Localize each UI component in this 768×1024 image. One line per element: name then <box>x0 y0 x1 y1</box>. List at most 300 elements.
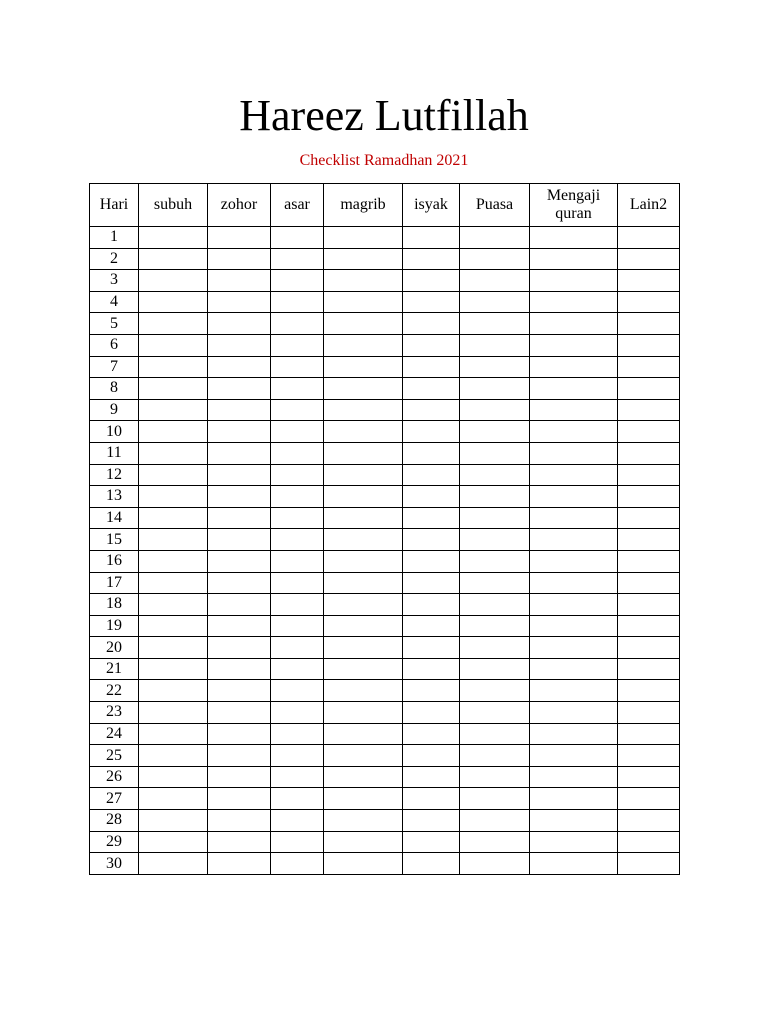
checkbox-cell-puasa[interactable] <box>460 615 530 637</box>
checkbox-cell-isyak[interactable] <box>403 313 460 335</box>
checkbox-cell-lain2[interactable] <box>618 399 680 421</box>
checkbox-cell-lain2[interactable] <box>618 637 680 659</box>
column-header-asar: asar <box>271 184 324 227</box>
checkbox-cell-mengaji[interactable] <box>530 442 618 464</box>
checkbox-cell-puasa[interactable] <box>460 766 530 788</box>
checkbox-cell-isyak[interactable] <box>403 399 460 421</box>
checkbox-cell-magrib[interactable] <box>324 248 403 270</box>
checkbox-cell-mengaji[interactable] <box>530 313 618 335</box>
checkbox-cell-asar[interactable] <box>271 334 324 356</box>
checkbox-cell-subuh[interactable] <box>139 248 208 270</box>
checkbox-cell-zohor[interactable] <box>208 723 271 745</box>
day-number: 30 <box>90 853 139 875</box>
checkbox-cell-mengaji[interactable] <box>530 810 618 832</box>
checkbox-cell-mengaji[interactable] <box>530 572 618 594</box>
checkbox-cell-magrib[interactable] <box>324 680 403 702</box>
checkbox-cell-magrib[interactable] <box>324 637 403 659</box>
checkbox-cell-zohor[interactable] <box>208 378 271 400</box>
table-row <box>90 853 680 875</box>
checkbox-cell-zohor[interactable] <box>208 831 271 853</box>
checkbox-cell-subuh[interactable] <box>139 788 208 810</box>
day-number: 29 <box>90 831 139 853</box>
checkbox-cell-lain2[interactable] <box>618 291 680 313</box>
day-number: 24 <box>90 723 139 745</box>
day-number: 11 <box>90 442 139 464</box>
checkbox-cell-puasa[interactable] <box>460 442 530 464</box>
column-header-puasa: Puasa <box>460 184 530 227</box>
checkbox-cell-lain2[interactable] <box>618 442 680 464</box>
table-row <box>90 810 680 832</box>
checkbox-cell-magrib[interactable] <box>324 421 403 443</box>
checkbox-cell-zohor[interactable] <box>208 227 271 249</box>
checkbox-cell-isyak[interactable] <box>403 637 460 659</box>
checkbox-cell-subuh[interactable] <box>139 550 208 572</box>
checkbox-cell-mengaji[interactable] <box>530 723 618 745</box>
checkbox-cell-lain2[interactable] <box>618 486 680 508</box>
table-body <box>90 227 680 875</box>
checkbox-cell-magrib[interactable] <box>324 378 403 400</box>
table-row <box>90 399 680 421</box>
table-row <box>90 680 680 702</box>
checkbox-cell-puasa[interactable] <box>460 464 530 486</box>
checkbox-cell-zohor[interactable] <box>208 356 271 378</box>
day-number: 9 <box>90 399 139 421</box>
checkbox-cell-zohor[interactable] <box>208 399 271 421</box>
table-row <box>90 334 680 356</box>
checkbox-cell-isyak[interactable] <box>403 810 460 832</box>
checkbox-cell-puasa[interactable] <box>460 378 530 400</box>
table-row <box>90 227 680 249</box>
checkbox-cell-asar[interactable] <box>271 464 324 486</box>
checkbox-cell-puasa[interactable] <box>460 572 530 594</box>
checkbox-cell-subuh[interactable] <box>139 291 208 313</box>
checkbox-cell-mengaji[interactable] <box>530 227 618 249</box>
day-number: 25 <box>90 745 139 767</box>
checkbox-cell-magrib[interactable] <box>324 788 403 810</box>
checkbox-cell-subuh[interactable] <box>139 766 208 788</box>
checkbox-cell-subuh[interactable] <box>139 853 208 875</box>
checkbox-cell-isyak[interactable] <box>403 378 460 400</box>
checkbox-cell-subuh[interactable] <box>139 680 208 702</box>
checkbox-cell-puasa[interactable] <box>460 227 530 249</box>
column-header-lain2: Lain2 <box>618 184 680 227</box>
checkbox-cell-mengaji[interactable] <box>530 702 618 724</box>
checkbox-cell-asar[interactable] <box>271 507 324 529</box>
day-number: 17 <box>90 572 139 594</box>
checkbox-cell-zohor[interactable] <box>208 594 271 616</box>
table-row <box>90 356 680 378</box>
table-row <box>90 572 680 594</box>
day-number: 13 <box>90 486 139 508</box>
checkbox-cell-asar[interactable] <box>271 529 324 551</box>
checkbox-cell-zohor[interactable] <box>208 745 271 767</box>
checkbox-cell-lain2[interactable] <box>618 378 680 400</box>
checkbox-cell-lain2[interactable] <box>618 745 680 767</box>
day-number: 6 <box>90 334 139 356</box>
checkbox-cell-zohor[interactable] <box>208 702 271 724</box>
checkbox-cell-mengaji[interactable] <box>530 658 618 680</box>
checkbox-cell-puasa[interactable] <box>460 313 530 335</box>
checkbox-cell-puasa[interactable] <box>460 831 530 853</box>
checkbox-cell-zohor[interactable] <box>208 464 271 486</box>
checklist-table <box>89 183 680 875</box>
checkbox-cell-magrib[interactable] <box>324 810 403 832</box>
checkbox-cell-zohor[interactable] <box>208 658 271 680</box>
day-number: 27 <box>90 788 139 810</box>
checkbox-cell-lain2[interactable] <box>618 853 680 875</box>
checkbox-cell-zohor[interactable] <box>208 810 271 832</box>
checkbox-cell-magrib[interactable] <box>324 270 403 292</box>
checkbox-cell-lain2[interactable] <box>618 550 680 572</box>
checkbox-cell-zohor[interactable] <box>208 766 271 788</box>
checkbox-cell-subuh[interactable] <box>139 831 208 853</box>
checkbox-cell-asar[interactable] <box>271 658 324 680</box>
checkbox-cell-isyak[interactable] <box>403 831 460 853</box>
checkbox-cell-magrib[interactable] <box>324 464 403 486</box>
checkbox-cell-puasa[interactable] <box>460 788 530 810</box>
checkbox-cell-isyak[interactable] <box>403 270 460 292</box>
day-number: 20 <box>90 637 139 659</box>
checkbox-cell-isyak[interactable] <box>403 853 460 875</box>
checkbox-cell-zohor[interactable] <box>208 507 271 529</box>
checkbox-cell-lain2[interactable] <box>618 421 680 443</box>
checkbox-cell-zohor[interactable] <box>208 529 271 551</box>
checkbox-cell-isyak[interactable] <box>403 788 460 810</box>
day-number: 2 <box>90 248 139 270</box>
checkbox-cell-magrib[interactable] <box>324 313 403 335</box>
checkbox-cell-puasa[interactable] <box>460 680 530 702</box>
table-row <box>90 507 680 529</box>
checkbox-cell-isyak[interactable] <box>403 486 460 508</box>
checkbox-cell-isyak[interactable] <box>403 702 460 724</box>
checkbox-cell-subuh[interactable] <box>139 637 208 659</box>
checkbox-cell-lain2[interactable] <box>618 594 680 616</box>
checkbox-cell-subuh[interactable] <box>139 594 208 616</box>
day-number: 15 <box>90 529 139 551</box>
day-number: 19 <box>90 615 139 637</box>
checkbox-cell-mengaji[interactable] <box>530 745 618 767</box>
checkbox-cell-lain2[interactable] <box>618 723 680 745</box>
checkbox-cell-asar[interactable] <box>271 702 324 724</box>
checkbox-cell-lain2[interactable] <box>618 658 680 680</box>
checkbox-cell-mengaji[interactable] <box>530 788 618 810</box>
checkbox-cell-subuh[interactable] <box>139 745 208 767</box>
checkbox-cell-mengaji[interactable] <box>530 421 618 443</box>
table-row <box>90 637 680 659</box>
checkbox-cell-lain2[interactable] <box>618 507 680 529</box>
checkbox-cell-subuh[interactable] <box>139 334 208 356</box>
checkbox-cell-subuh[interactable] <box>139 723 208 745</box>
checkbox-cell-mengaji[interactable] <box>530 486 618 508</box>
column-header-isyak: isyak <box>403 184 460 227</box>
table-row <box>90 615 680 637</box>
table-row <box>90 421 680 443</box>
checkbox-cell-subuh[interactable] <box>139 313 208 335</box>
checkbox-cell-lain2[interactable] <box>618 680 680 702</box>
checkbox-cell-zohor[interactable] <box>208 550 271 572</box>
table-row <box>90 270 680 292</box>
checkbox-cell-subuh[interactable] <box>139 378 208 400</box>
checkbox-cell-asar[interactable] <box>271 637 324 659</box>
table-row <box>90 788 680 810</box>
checkbox-cell-asar[interactable] <box>271 270 324 292</box>
checkbox-cell-puasa[interactable] <box>460 270 530 292</box>
checkbox-cell-lain2[interactable] <box>618 334 680 356</box>
checkbox-cell-puasa[interactable] <box>460 853 530 875</box>
checkbox-cell-asar[interactable] <box>271 615 324 637</box>
table-row <box>90 313 680 335</box>
checkbox-cell-magrib[interactable] <box>324 658 403 680</box>
checkbox-cell-magrib[interactable] <box>324 529 403 551</box>
checkbox-cell-magrib[interactable] <box>324 550 403 572</box>
day-number: 14 <box>90 507 139 529</box>
day-number: 4 <box>90 291 139 313</box>
table-row <box>90 291 680 313</box>
table-row <box>90 248 680 270</box>
checkbox-cell-isyak[interactable] <box>403 529 460 551</box>
column-header-hari: Hari <box>90 184 139 227</box>
checkbox-cell-asar[interactable] <box>271 313 324 335</box>
checkbox-cell-mengaji[interactable] <box>530 356 618 378</box>
checkbox-cell-zohor[interactable] <box>208 270 271 292</box>
checkbox-cell-puasa[interactable] <box>460 702 530 724</box>
checkbox-cell-mengaji[interactable] <box>530 637 618 659</box>
checkbox-cell-puasa[interactable] <box>460 399 530 421</box>
table-row <box>90 464 680 486</box>
checkbox-cell-isyak[interactable] <box>403 227 460 249</box>
checkbox-cell-subuh[interactable] <box>139 227 208 249</box>
checkbox-cell-asar[interactable] <box>271 227 324 249</box>
checkbox-cell-puasa[interactable] <box>460 723 530 745</box>
checkbox-cell-mengaji[interactable] <box>530 680 618 702</box>
checkbox-cell-zohor[interactable] <box>208 334 271 356</box>
checkbox-cell-zohor[interactable] <box>208 486 271 508</box>
table-row <box>90 550 680 572</box>
checkbox-cell-zohor[interactable] <box>208 313 271 335</box>
checkbox-cell-mengaji[interactable] <box>530 334 618 356</box>
checkbox-cell-asar[interactable] <box>271 572 324 594</box>
checkbox-cell-magrib[interactable] <box>324 572 403 594</box>
checkbox-cell-zohor[interactable] <box>208 680 271 702</box>
checkbox-cell-subuh[interactable] <box>139 658 208 680</box>
checkbox-cell-magrib[interactable] <box>324 594 403 616</box>
checkbox-cell-puasa[interactable] <box>460 291 530 313</box>
checkbox-cell-subuh[interactable] <box>139 442 208 464</box>
checkbox-cell-lain2[interactable] <box>618 831 680 853</box>
checkbox-cell-asar[interactable] <box>271 378 324 400</box>
checkbox-cell-subuh[interactable] <box>139 702 208 724</box>
checkbox-cell-zohor[interactable] <box>208 853 271 875</box>
checkbox-cell-magrib[interactable] <box>324 702 403 724</box>
day-number: 8 <box>90 378 139 400</box>
checkbox-cell-zohor[interactable] <box>208 615 271 637</box>
table-row <box>90 702 680 724</box>
checkbox-cell-isyak[interactable] <box>403 507 460 529</box>
checkbox-cell-subuh[interactable] <box>139 356 208 378</box>
checkbox-cell-isyak[interactable] <box>403 615 460 637</box>
checkbox-cell-magrib[interactable] <box>324 291 403 313</box>
checkbox-cell-lain2[interactable] <box>618 810 680 832</box>
checkbox-cell-lain2[interactable] <box>618 702 680 724</box>
table-row <box>90 766 680 788</box>
column-header-zohor: zohor <box>208 184 271 227</box>
checkbox-cell-isyak[interactable] <box>403 766 460 788</box>
checkbox-cell-subuh[interactable] <box>139 464 208 486</box>
checkbox-cell-puasa[interactable] <box>460 356 530 378</box>
checkbox-cell-subuh[interactable] <box>139 486 208 508</box>
checkbox-cell-mengaji[interactable] <box>530 464 618 486</box>
checkbox-cell-isyak[interactable] <box>403 334 460 356</box>
checkbox-cell-lain2[interactable] <box>618 356 680 378</box>
checkbox-cell-puasa[interactable] <box>460 550 530 572</box>
checkbox-cell-isyak[interactable] <box>403 745 460 767</box>
checkbox-cell-puasa[interactable] <box>460 594 530 616</box>
checkbox-cell-puasa[interactable] <box>460 248 530 270</box>
day-number: 12 <box>90 464 139 486</box>
checkbox-cell-subuh[interactable] <box>139 270 208 292</box>
checkbox-cell-subuh[interactable] <box>139 399 208 421</box>
checkbox-cell-magrib[interactable] <box>324 831 403 853</box>
checkbox-cell-magrib[interactable] <box>324 723 403 745</box>
checkbox-cell-isyak[interactable] <box>403 572 460 594</box>
checkbox-cell-asar[interactable] <box>271 594 324 616</box>
checkbox-cell-subuh[interactable] <box>139 529 208 551</box>
checkbox-cell-mengaji[interactable] <box>530 831 618 853</box>
checkbox-cell-mengaji[interactable] <box>530 550 618 572</box>
checkbox-cell-puasa[interactable] <box>460 810 530 832</box>
checkbox-cell-mengaji[interactable] <box>530 291 618 313</box>
checkbox-cell-mengaji[interactable] <box>530 529 618 551</box>
checkbox-cell-magrib[interactable] <box>324 334 403 356</box>
checkbox-cell-magrib[interactable] <box>324 853 403 875</box>
checkbox-cell-mengaji[interactable] <box>530 853 618 875</box>
checkbox-cell-zohor[interactable] <box>208 572 271 594</box>
checkbox-cell-lain2[interactable] <box>618 788 680 810</box>
checkbox-cell-asar[interactable] <box>271 399 324 421</box>
checkbox-cell-magrib[interactable] <box>324 615 403 637</box>
checkbox-cell-subuh[interactable] <box>139 421 208 443</box>
checkbox-cell-magrib[interactable] <box>324 745 403 767</box>
checkbox-cell-magrib[interactable] <box>324 766 403 788</box>
checkbox-cell-asar[interactable] <box>271 853 324 875</box>
checkbox-cell-mengaji[interactable] <box>530 594 618 616</box>
checkbox-cell-asar[interactable] <box>271 486 324 508</box>
checkbox-cell-asar[interactable] <box>271 550 324 572</box>
table-row <box>90 442 680 464</box>
checkbox-cell-isyak[interactable] <box>403 723 460 745</box>
day-number: 23 <box>90 702 139 724</box>
checkbox-cell-isyak[interactable] <box>403 550 460 572</box>
checkbox-cell-asar[interactable] <box>271 745 324 767</box>
checkbox-cell-mengaji[interactable] <box>530 248 618 270</box>
checkbox-cell-asar[interactable] <box>271 723 324 745</box>
checkbox-cell-puasa[interactable] <box>460 486 530 508</box>
checkbox-cell-asar[interactable] <box>271 356 324 378</box>
checkbox-cell-lain2[interactable] <box>618 464 680 486</box>
day-number: 7 <box>90 356 139 378</box>
checkbox-cell-magrib[interactable] <box>324 227 403 249</box>
checkbox-cell-zohor[interactable] <box>208 291 271 313</box>
checkbox-cell-lain2[interactable] <box>618 313 680 335</box>
checkbox-cell-subuh[interactable] <box>139 810 208 832</box>
checkbox-cell-zohor[interactable] <box>208 442 271 464</box>
column-header-mengaji-quran: Mengaji quran <box>530 184 618 227</box>
checkbox-cell-isyak[interactable] <box>403 464 460 486</box>
table-row <box>90 658 680 680</box>
day-number: 16 <box>90 550 139 572</box>
checkbox-cell-isyak[interactable] <box>403 594 460 616</box>
checkbox-cell-isyak[interactable] <box>403 421 460 443</box>
checkbox-cell-asar[interactable] <box>271 421 324 443</box>
checkbox-cell-lain2[interactable] <box>618 572 680 594</box>
day-number: 18 <box>90 594 139 616</box>
checkbox-cell-mengaji[interactable] <box>530 399 618 421</box>
checkbox-cell-lain2[interactable] <box>618 248 680 270</box>
checkbox-cell-zohor[interactable] <box>208 637 271 659</box>
checkbox-cell-subuh[interactable] <box>139 615 208 637</box>
checkbox-cell-puasa[interactable] <box>460 745 530 767</box>
checkbox-cell-magrib[interactable] <box>324 356 403 378</box>
checkbox-cell-asar[interactable] <box>271 291 324 313</box>
checkbox-cell-mengaji[interactable] <box>530 270 618 292</box>
checkbox-cell-lain2[interactable] <box>618 529 680 551</box>
checkbox-cell-mengaji[interactable] <box>530 507 618 529</box>
checkbox-cell-mengaji[interactable] <box>530 615 618 637</box>
checkbox-cell-puasa[interactable] <box>460 507 530 529</box>
checkbox-cell-isyak[interactable] <box>403 248 460 270</box>
checkbox-cell-isyak[interactable] <box>403 291 460 313</box>
column-header-magrib: magrib <box>324 184 403 227</box>
checkbox-cell-lain2[interactable] <box>618 270 680 292</box>
checkbox-cell-asar[interactable] <box>271 248 324 270</box>
checkbox-cell-asar[interactable] <box>271 831 324 853</box>
checkbox-cell-lain2[interactable] <box>618 615 680 637</box>
checkbox-cell-puasa[interactable] <box>460 637 530 659</box>
checkbox-cell-isyak[interactable] <box>403 356 460 378</box>
checkbox-cell-lain2[interactable] <box>618 227 680 249</box>
checkbox-cell-magrib[interactable] <box>324 442 403 464</box>
checkbox-cell-asar[interactable] <box>271 680 324 702</box>
checkbox-cell-subuh[interactable] <box>139 507 208 529</box>
table-row <box>90 486 680 508</box>
header-row <box>90 184 680 227</box>
checkbox-cell-puasa[interactable] <box>460 658 530 680</box>
checkbox-cell-mengaji[interactable] <box>530 766 618 788</box>
table-row <box>90 529 680 551</box>
checkbox-cell-zohor[interactable] <box>208 248 271 270</box>
checkbox-cell-asar[interactable] <box>271 442 324 464</box>
checkbox-cell-magrib[interactable] <box>324 399 403 421</box>
checkbox-cell-isyak[interactable] <box>403 680 460 702</box>
checkbox-cell-asar[interactable] <box>271 788 324 810</box>
checkbox-cell-asar[interactable] <box>271 766 324 788</box>
checkbox-cell-isyak[interactable] <box>403 658 460 680</box>
checkbox-cell-puasa[interactable] <box>460 334 530 356</box>
checkbox-cell-zohor[interactable] <box>208 421 271 443</box>
checkbox-cell-isyak[interactable] <box>403 442 460 464</box>
checkbox-cell-asar[interactable] <box>271 810 324 832</box>
checkbox-cell-lain2[interactable] <box>618 766 680 788</box>
checkbox-cell-puasa[interactable] <box>460 421 530 443</box>
checkbox-cell-magrib[interactable] <box>324 507 403 529</box>
checkbox-cell-subuh[interactable] <box>139 572 208 594</box>
checkbox-cell-puasa[interactable] <box>460 529 530 551</box>
day-number: 28 <box>90 810 139 832</box>
checkbox-cell-mengaji[interactable] <box>530 378 618 400</box>
table-row <box>90 594 680 616</box>
checkbox-cell-magrib[interactable] <box>324 486 403 508</box>
checkbox-cell-zohor[interactable] <box>208 788 271 810</box>
